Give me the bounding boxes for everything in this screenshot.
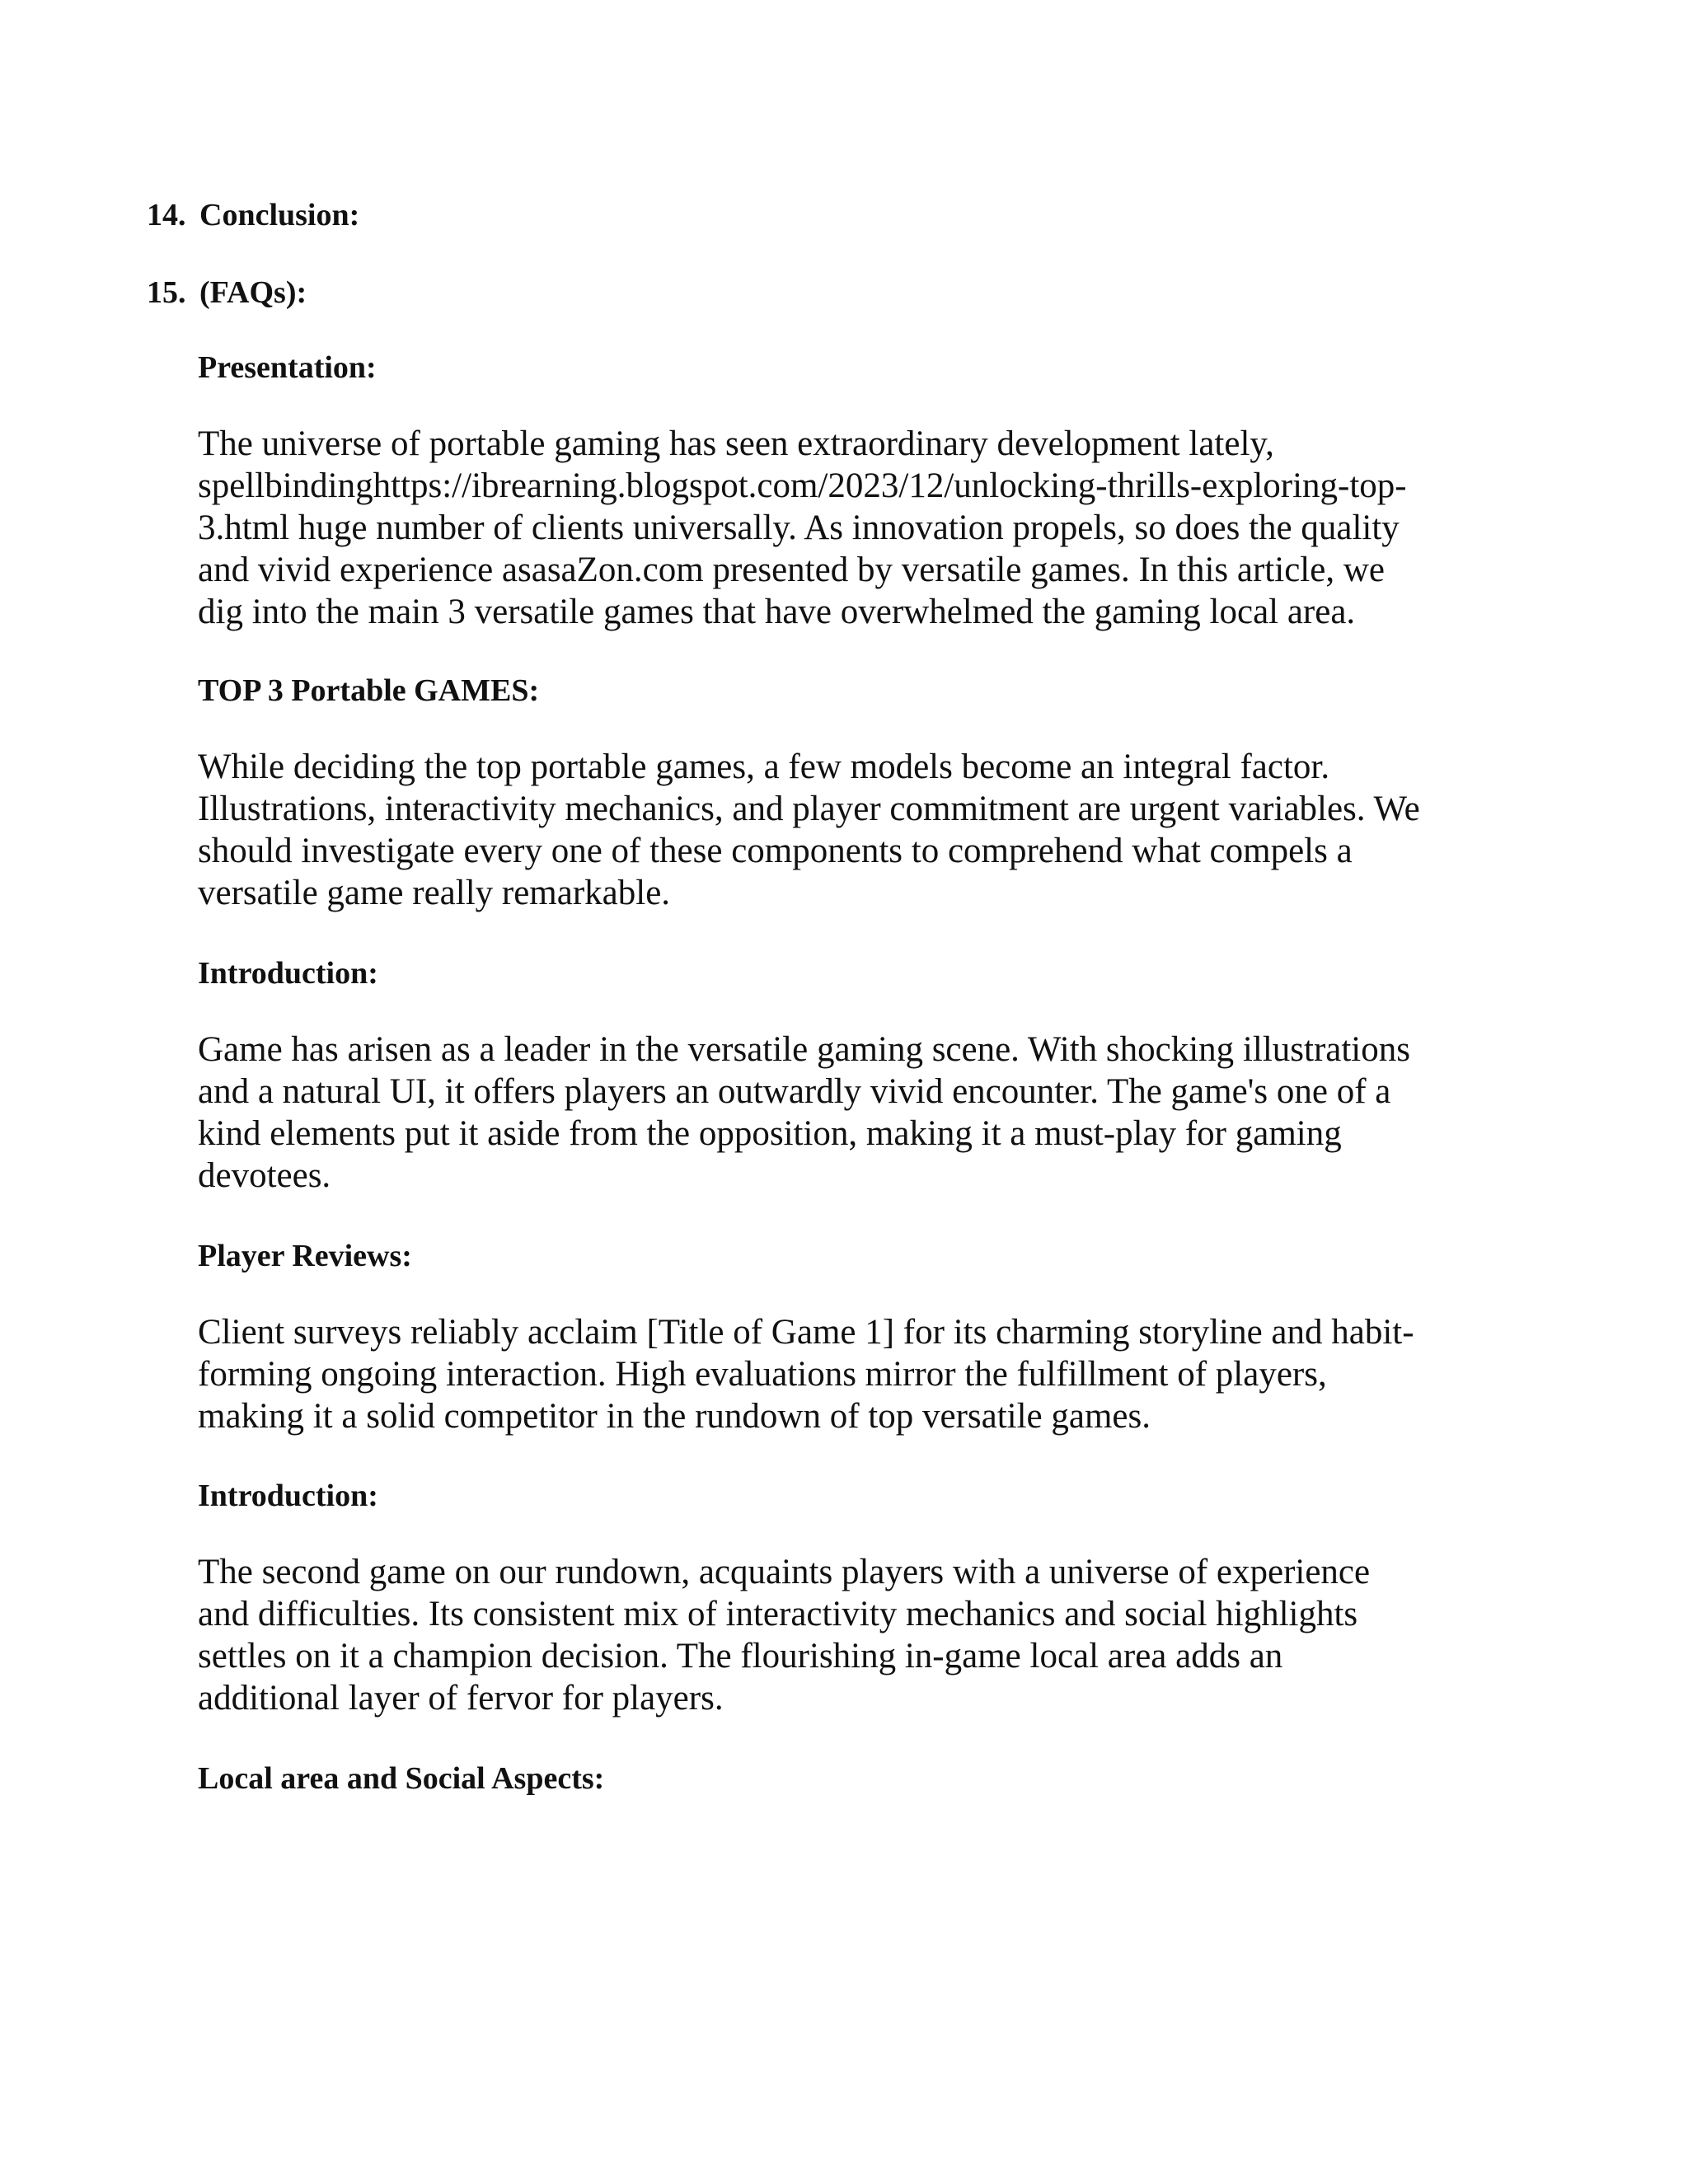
heading-introduction-2: Introduction:	[198, 1479, 378, 1513]
paragraph-line: should investigate every one of these components to comprehend what compels a	[198, 832, 1353, 870]
list-label: (FAQs):	[199, 275, 307, 310]
paragraph-introduction-2	[198, 1551, 1484, 1719]
heading-player-reviews: Player Reviews:	[198, 1239, 412, 1273]
list-label: Conclusion:	[199, 198, 360, 232]
paragraph-line: spellbindinghttps://ibrearning.blogspot.com/2023/12/unlocking-thrills-exploring-top-	[198, 466, 1407, 505]
paragraph-line: and a natural UI, it offers players an outwardly vivid encounter. The game's one of a	[198, 1072, 1391, 1111]
heading-top-3-portable-games: TOP 3 Portable GAMES:	[198, 673, 540, 708]
paragraph-line: kind elements put it aside from the opposition, making it a must-play for gaming	[198, 1114, 1342, 1153]
paragraph-line: Illustrations, interactivity mechanics, and player commitment are urgent variables. We	[198, 790, 1420, 828]
paragraph-line: 3.html huge number of clients universally. As innovation propels, so does the quality	[198, 509, 1400, 547]
paragraph-presentation	[198, 423, 1484, 633]
paragraph-line: forming ongoing interaction. High evaluations mirror the fulfillment of players,	[198, 1355, 1327, 1394]
list-number: 14.	[147, 198, 186, 232]
paragraph-line: Game has arisen as a leader in the versatile gaming scene. With shocking illustrations	[198, 1030, 1410, 1069]
paragraph-line: settles on it a champion decision. The flourishing in-game local area adds an	[198, 1637, 1283, 1675]
heading-local-area-social: Local area and Social Aspects:	[198, 1761, 605, 1796]
paragraph-line: While deciding the top portable games, a few models become an integral factor.	[198, 748, 1330, 786]
list-item-conclusion	[147, 196, 359, 234]
paragraph-line: and vivid experience asasaZon.com presented by versatile games. In this article, we	[198, 551, 1385, 589]
paragraph-line: devotees.	[198, 1156, 331, 1195]
heading-introduction-1: Introduction:	[198, 956, 378, 991]
list-item-faqs	[147, 274, 307, 312]
heading-presentation: Presentation:	[198, 350, 377, 385]
paragraph-introduction-1	[198, 1029, 1484, 1197]
paragraph-line: Client surveys reliably acclaim [Title of Game 1] for its charming storyline and habit-	[198, 1313, 1414, 1352]
paragraph-line: making it a solid competitor in the rundown of top versatile games.	[198, 1397, 1151, 1436]
paragraph-top-3	[198, 746, 1484, 914]
paragraph-line: additional layer of fervor for players.	[198, 1679, 724, 1718]
paragraph-line: The second game on our rundown, acquaints players with a universe of experience	[198, 1553, 1371, 1591]
paragraph-line: versatile game really remarkable.	[198, 874, 671, 912]
paragraph-player-reviews	[198, 1311, 1484, 1437]
paragraph-line: dig into the main 3 versatile games that have overwhelmed the gaming local area.	[198, 593, 1356, 631]
paragraph-line: The universe of portable gaming has seen extraordinary development lately,	[198, 424, 1274, 463]
list-number: 15.	[147, 275, 186, 310]
paragraph-line: and difficulties. Its consistent mix of interactivity mechanics and social highlights	[198, 1595, 1358, 1633]
